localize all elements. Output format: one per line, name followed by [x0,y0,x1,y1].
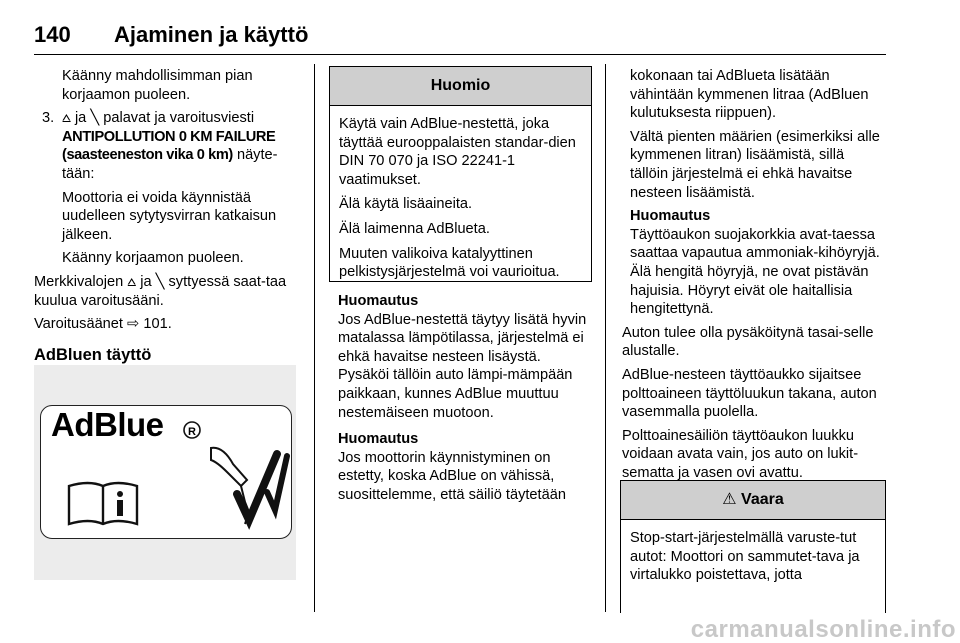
column-left [34,67,300,369]
page-ref-icon: ⇨ [127,316,140,333]
paragraph: Muuten valikoiva katalyyttinen pelkistysjärjestelmä voi vaurioitua. [339,245,560,281]
danger-label: Vaara [741,491,784,508]
text: ja [140,273,152,290]
text: syttyessä saat-taa kuulua varoitusääni. [34,273,287,309]
paragraph: Stop-start-järjestelmällä varuste-tut autot: Moottori on sammutet-tava ja virtalukko poistettava, jotta [630,530,860,584]
paragraph: Käänny korjaamon puoleen. [62,250,244,267]
note-title: Huomautus [630,208,711,225]
paragraph: Moottoria ei voida käynnistää uudelleen sytytysvirran katkaisun jälkeen. [62,189,277,243]
page-header [34,24,886,55]
message-text: ANTIPOLLUTION 0 KM FAILURE (saasteeneston vika 0 km) [62,128,276,164]
list-number: 3. [42,110,55,127]
check-icon [237,454,287,520]
adblue-label-graphics [41,406,291,538]
paragraph: kokonaan tai AdBlueta lisätään vähintään kymmenen litraa (AdBluen kulutuksesta riippuen). [630,68,869,122]
text: Varoitusäänet [34,316,123,333]
wrench-icon: ╲ [90,110,100,127]
note-title: Huomautus [338,293,419,309]
engine-light-icon: ⩟ [62,110,71,127]
page-link[interactable]: 101. [143,316,172,333]
note-title: Huomautus [338,431,419,448]
page-title: Ajaminen ja käyttö [114,22,309,47]
paragraph: Vältä pienten määrien (esimerkiksi alle kymmenen litran) lisäämistä, sillä tällöin järjestelmä ei ehkä havaitse nesteen lisäämistä. [630,128,880,201]
list-item [34,109,300,183]
paragraph: Käänny mahdollisimman pian korjaamon puoleen. [62,68,253,103]
caution-body [330,106,591,293]
paragraph: Älä käytä lisäaineita. [339,196,473,213]
svg-text:R: R [188,426,196,438]
danger-box [620,480,886,613]
column-middle [338,292,588,510]
danger-body [621,520,885,596]
section-heading: AdBluen täyttö [34,345,152,364]
column-divider [605,64,606,612]
note-text: Jos AdBlue-nestettä täytyy lisätä hyvin matalassa lämpötilassa, järjestelmä ei ehkä havaitse nesteen lisäystä. Pysäköi tällöin auto lämpi-mämpään paikkaan, kunnes AdBlue muuttuu nestemäiseen muotoon. [338,311,587,421]
caution-box [329,66,592,282]
paragraph: Auton tulee olla pysäköitynä tasai-selle alustalle. [622,324,874,360]
paragraph: Polttoainesäiliön täyttöaukon luukku voidaan avata vain, jos auto on lukit-sematta ja vasen ovi avattu. [622,427,859,481]
paragraph: Käytä vain AdBlue-nestettä, joka täyttää eurooppalaisten standar-dien DIN 70 070 ja ISO 22241-1 vaatimukset. [339,116,576,188]
note-text: Täyttöaukon suojakorkkia avat-taessa saattaa vapautua ammoniak-kihöyryjä. Älä hengitä höyryjä, ne ovat pistävän hajuisia. Höyryt eivät ole haitallisia hengitettynä. [630,226,880,318]
adblue-label [40,405,292,539]
warning-icon: ⚠ [722,491,737,508]
adblue-logo: AdBlue [51,406,164,443]
column-right [622,67,886,487]
page-number: 140 [34,22,71,47]
text: näyte-tään: [62,147,278,182]
text: Merkkivalojen [34,273,124,290]
paragraph [34,315,300,334]
adblue-illustration [34,365,296,580]
caution-title: Huomio [330,67,591,106]
text: palavat ja varoitusviesti [103,110,255,127]
note-text: Jos moottorin käynnistyminen on estetty, koska AdBlue on vähissä, suosittelemme, että säiliö täytetään [338,449,566,503]
engine-light-icon: ⩟ [127,273,137,290]
watermark: carmanualsonline.info [690,616,956,643]
paragraph [34,273,300,310]
danger-title [621,481,885,520]
column-divider [314,64,315,612]
wrench-icon: ╲ [155,273,165,290]
paragraph: AdBlue-nesteen täyttöaukko sijaitsee polttoaineen täyttöluukun takana, auton vasemmalla puolella. [622,366,877,421]
text: ja [74,110,87,127]
manual-book-icon [69,483,137,524]
paragraph: Älä laimenna AdBlueta. [339,220,490,237]
